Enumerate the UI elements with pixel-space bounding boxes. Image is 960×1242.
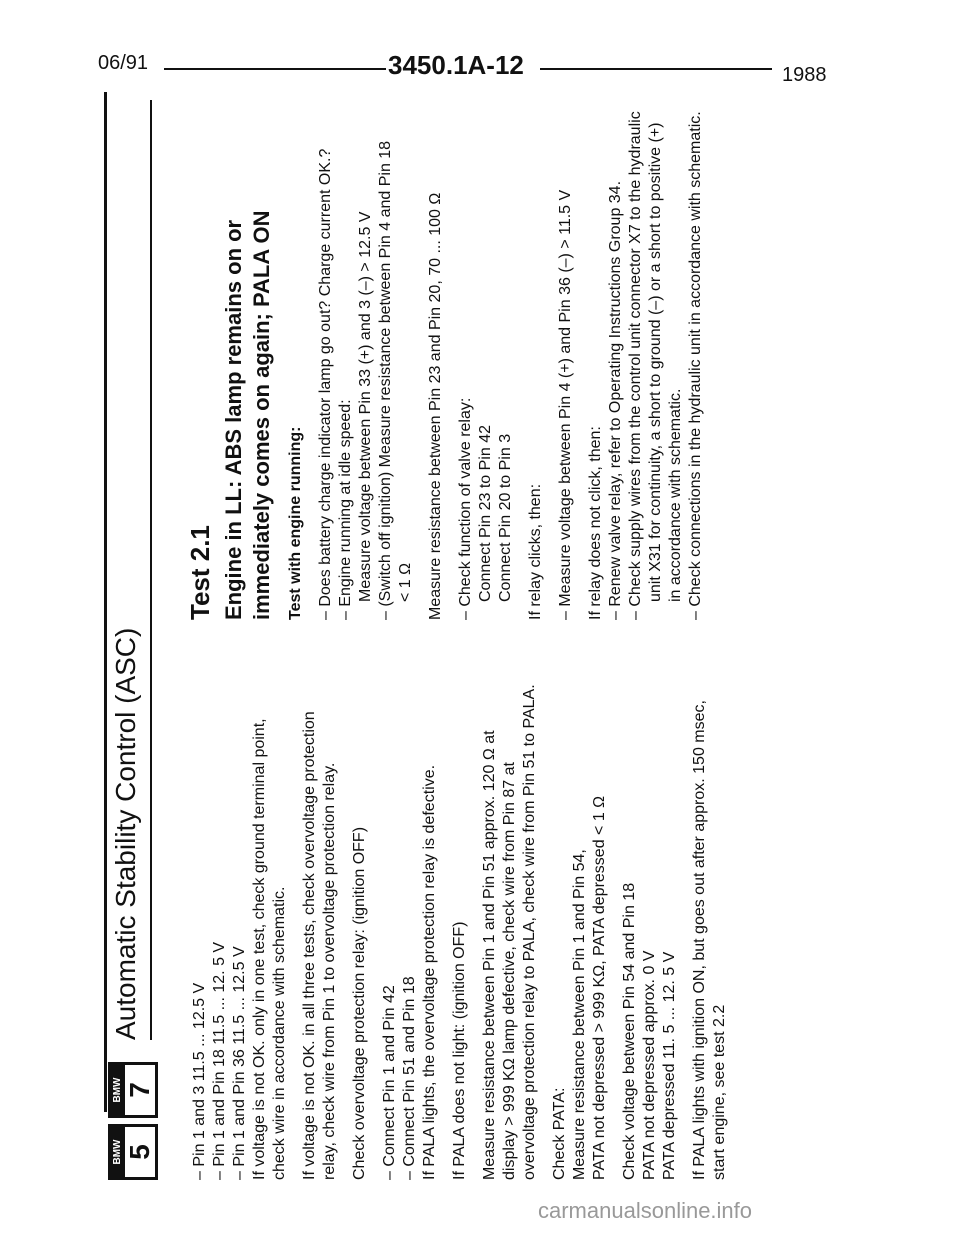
paragraph-not-ok-all: If voltage is not OK. in all three tests, check overvoltage protection relay, check wire from Pin 1 to overvoltage protection relay. bbox=[301, 711, 338, 1180]
right-column bbox=[185, 110, 716, 620]
bmw-series-7-logo bbox=[108, 1062, 158, 1118]
list-item: – Connect Pin 51 and Pin 18 bbox=[401, 976, 418, 1180]
section-title: Automatic Stability Control (ASC) bbox=[110, 627, 141, 1040]
list-item: Check voltage between Pin 54 and Pin 18 bbox=[621, 882, 638, 1180]
list-item: PATA not depressed > 999 KΩ, PATA depressed < 1 Ω bbox=[591, 795, 608, 1180]
list-item: – Connect Pin 1 and Pin 42 bbox=[381, 985, 398, 1180]
check-relay-title: Check overvoltage protection relay: (ignition OFF) bbox=[351, 826, 368, 1180]
running-items bbox=[316, 110, 416, 620]
margin-rule bbox=[104, 92, 107, 1112]
list-item: – Check connections in the hydraulic unit in accordance with schematic. bbox=[687, 111, 704, 620]
list-item: – Pin 1 and 3 11.5 ... 12.5 V bbox=[191, 982, 208, 1180]
connect-lines bbox=[380, 680, 440, 1180]
relay-clicks-title: If relay clicks, then: bbox=[527, 483, 544, 620]
relay-no-click-title: If relay does not click, then: bbox=[587, 426, 604, 620]
pin-checks bbox=[190, 680, 250, 1180]
header-rule-right bbox=[540, 68, 772, 70]
header-rule-left bbox=[164, 68, 386, 70]
list-item: – Check supply wires from the control unit connector X7 to the hydraulic unit X31 for continuity, a short to ground (–) or a short to positive (+) in accordance with schematic. bbox=[627, 111, 684, 620]
relay-clicks-item bbox=[556, 110, 576, 620]
list-item: – Measure voltage between Pin 4 (+) and Pin 36 (–) > 11.5 V bbox=[557, 189, 574, 620]
list-item: Connect Pin 23 to Pin 42 bbox=[477, 424, 494, 602]
paragraph-not-ok-one: If voltage is not OK. only in one test, check ground terminal point, check wire in accordance with schematic. bbox=[251, 718, 288, 1180]
list-item: – Renew valve relay, refer to Operating Instructions Group 34. bbox=[607, 180, 624, 620]
list-item: Measure voltage between Pin 33 (+) and 3 (–) > 12.5 V bbox=[357, 211, 374, 602]
bmw-logos bbox=[108, 1062, 158, 1180]
left-column bbox=[190, 680, 740, 1180]
rotated-page bbox=[108, 100, 808, 1180]
list-item: Connect Pin 20 to Pin 3 bbox=[497, 433, 514, 602]
check-pata bbox=[550, 680, 610, 1180]
list-item: PATA not depressed approx. 0 V bbox=[641, 950, 658, 1180]
relay-no-click bbox=[586, 110, 706, 620]
list-item: – Pin 1 and Pin 36 11.5 ... 12.5 V bbox=[231, 946, 248, 1180]
list-item: – (Switch off ignition) Measure resistance between Pin 4 and Pin 18 bbox=[377, 140, 394, 620]
header-year: 1988 bbox=[782, 64, 827, 86]
logo-brand: BMW bbox=[111, 1127, 125, 1177]
valve-items bbox=[456, 110, 516, 620]
test-heading: Engine in LL: ABS lamp remains on or immediately comes on again; PALA ON bbox=[221, 210, 274, 620]
list-item: PATA depressed 11. 5 ... 12. 5 V bbox=[661, 951, 678, 1180]
list-item: – Does battery charge indicator lamp go out? Charge current OK.? bbox=[317, 148, 334, 620]
paragraph-measure-23: Measure resistance between Pin 23 and Pin 20, 70 ... 100 Ω bbox=[427, 192, 444, 620]
bmw-series-5-logo bbox=[108, 1124, 158, 1180]
paragraph-pala-defective: If PALA lights, the overvoltage protection relay is defective. bbox=[421, 764, 438, 1180]
relay-clicks bbox=[526, 110, 546, 620]
test-title: Test 2.1 bbox=[185, 525, 215, 620]
watermark-link[interactable]: carmanualsonline.info bbox=[538, 1198, 753, 1223]
list-item: < 1 Ω bbox=[397, 562, 414, 602]
section-rule bbox=[150, 100, 152, 1040]
pata-voltage bbox=[620, 680, 680, 1180]
list-item: Measure resistance between Pin 1 and Pin 54, bbox=[571, 849, 588, 1180]
logo-number: 5 bbox=[124, 1144, 155, 1160]
paragraph-pala-not-light: If PALA does not light: (ignition OFF) bbox=[451, 921, 468, 1180]
header-doc-number: 3450.1A-12 bbox=[388, 50, 524, 80]
running-title: Test with engine running: bbox=[287, 426, 304, 620]
paragraph-measure-resistance: Measure resistance between Pin 1 and Pin 51 approx. 120 Ω at display > 999 KΩ lamp defective, check wire from Pin 87 at overvoltage protection relay to PALA, check wire from Pin 51 to PALA. bbox=[481, 684, 538, 1180]
logo-number: 7 bbox=[124, 1082, 155, 1098]
logo-brand: BMW bbox=[111, 1065, 125, 1115]
header-date: 06/91 bbox=[98, 52, 149, 74]
list-item: – Pin 1 and Pin 18 11.5 ... 12. 5 V bbox=[211, 941, 228, 1180]
list-item: – Check function of valve relay: bbox=[457, 397, 474, 620]
list-item: – Engine running at idle speed: bbox=[337, 399, 354, 620]
paragraph-pala-on: If PALA lights with ignition ON, but goes out after approx. 150 msec, start engine, see test 2.2 bbox=[691, 700, 728, 1180]
check-pata-title: Check PATA: bbox=[551, 1087, 568, 1180]
